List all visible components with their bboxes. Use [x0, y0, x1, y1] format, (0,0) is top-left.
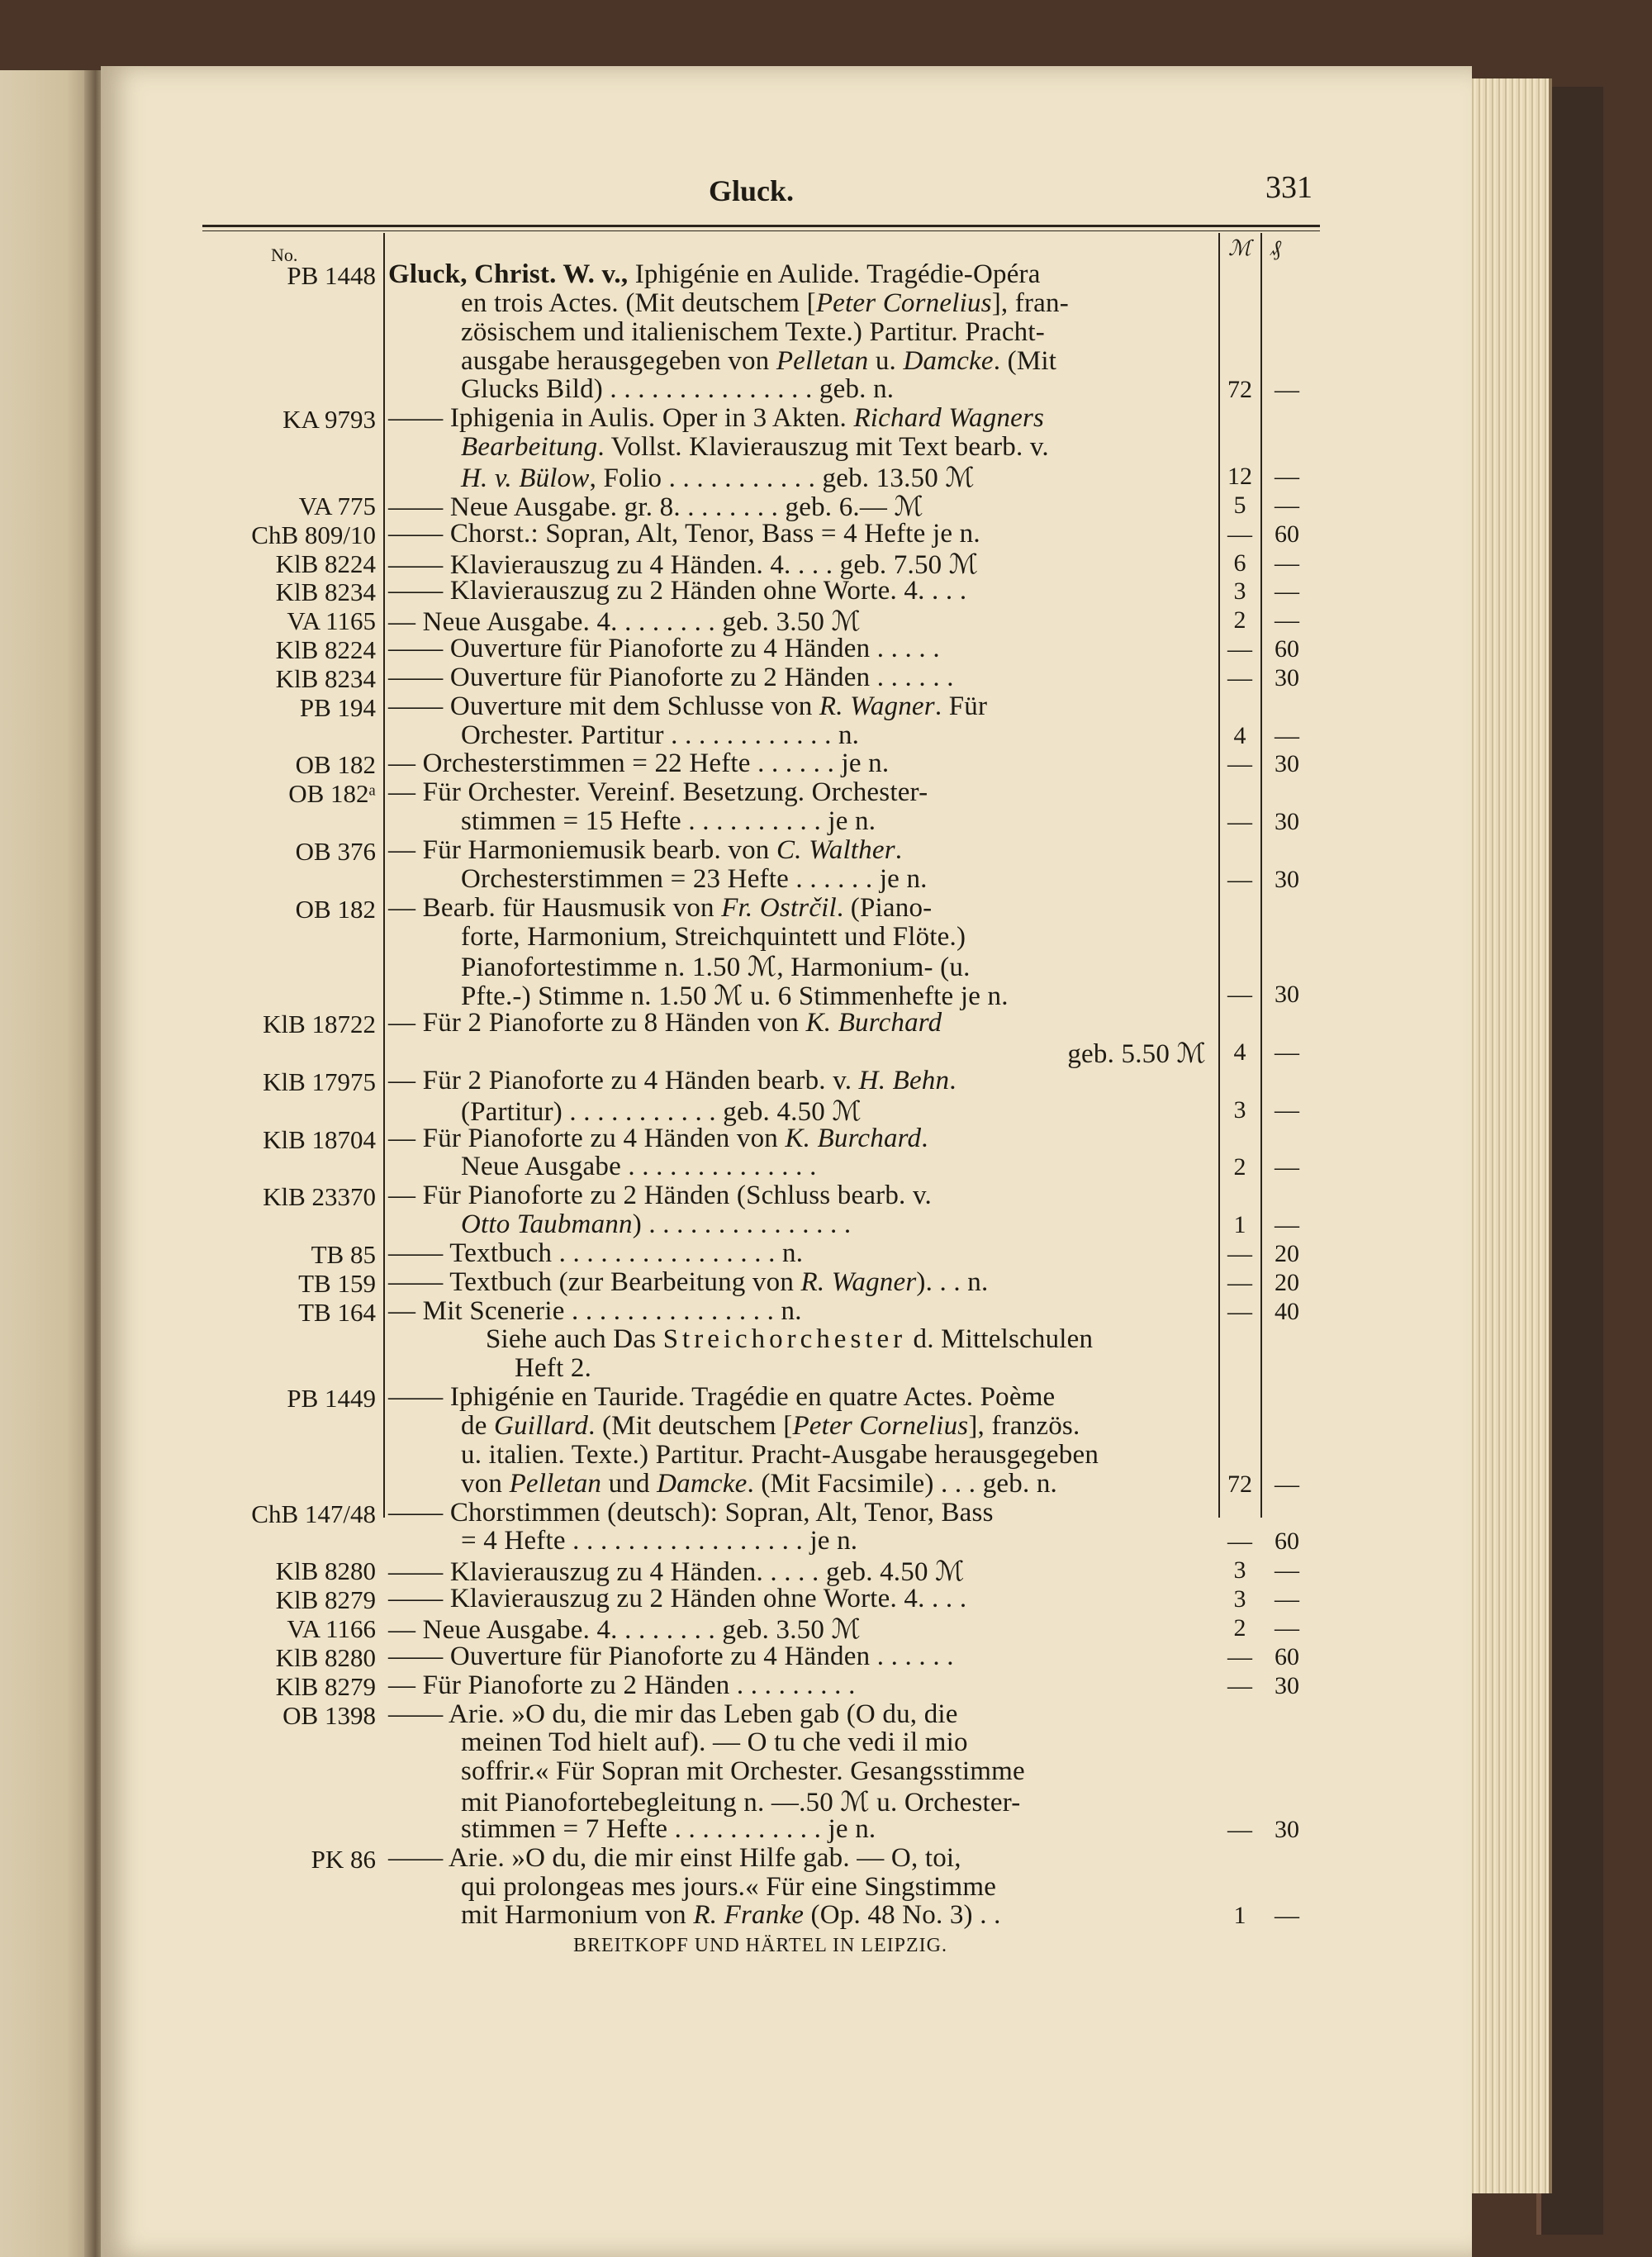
entry-text: (Op. 48 No. 3) . .	[804, 1900, 1001, 1931]
header-rule-bottom	[202, 230, 1320, 231]
entry-text: von	[461, 1468, 510, 1499]
entry-text: — Bearb. für Hausmusik von	[388, 892, 722, 923]
price-mark: 2	[1233, 606, 1246, 634]
catalog-number: PB 194	[299, 692, 376, 722]
entry-text: und	[601, 1468, 657, 1499]
column-header-pfennig: ₰	[1270, 236, 1281, 260]
price-pfennig: —	[1275, 721, 1299, 749]
price-pfennig: 30	[1275, 750, 1299, 778]
entry-text: Heft 2.	[515, 1353, 592, 1384]
entry-line	[388, 1670, 856, 1701]
entry-line	[388, 1124, 928, 1154]
catalog-number: KlB 18704	[263, 1124, 376, 1154]
italic-name: Guillard	[494, 1411, 589, 1441]
entry-line	[388, 519, 980, 549]
entry-text: ], französ.	[968, 1411, 1080, 1441]
price-pfennig: —	[1275, 376, 1299, 404]
entry-text: —— Ouverture mit dem Schlusse von	[388, 691, 819, 721]
catalog-number: OB 376	[295, 837, 376, 866]
entry-line	[461, 806, 876, 837]
entry-text: mit Harmonium von	[461, 1900, 694, 1931]
entry-text: ). . . n.	[916, 1266, 989, 1297]
price-mark: —	[1227, 1815, 1252, 1843]
price-pfennig: 60	[1275, 1528, 1299, 1556]
entry-text: — Mit Scenerie . . . . . . . . . . . . . . . n.	[388, 1295, 802, 1326]
catalog-number: PK 86	[311, 1844, 376, 1874]
price-pfennig: 30	[1275, 1815, 1299, 1843]
entry-line	[388, 1181, 932, 1211]
entry-text: geb. 5.50 ℳ	[1067, 1038, 1206, 1069]
entry-line	[461, 1469, 1057, 1499]
entry-text: forte, Harmonium, Streichquintett und Flöte.)	[461, 921, 966, 952]
entry-line	[388, 1498, 994, 1528]
header-rule-top	[202, 225, 1320, 227]
entry-text: —— Chorstimmen (deutsch): Sopran, Alt, Tenor, Bass	[388, 1497, 994, 1528]
catalog-number: KA 9793	[282, 405, 376, 435]
catalog-number: PB 1448	[287, 261, 376, 290]
entry-line	[461, 288, 1069, 319]
catalog-number: KlB 8279	[275, 1671, 376, 1701]
italic-name: Pelletan	[776, 345, 869, 376]
catalog-number: ChB 147/48	[251, 1499, 376, 1528]
entry-line	[461, 432, 1049, 463]
entry-line	[461, 1900, 1001, 1931]
column-header-mark: ℳ	[1228, 236, 1251, 260]
catalog-number: TB 159	[298, 1268, 376, 1298]
entry-text: — Neue Ausgabe. 4. . . . . . . . geb. 3.50 ℳ	[388, 607, 862, 638]
catalog-number: KlB 8280	[275, 1642, 376, 1672]
price-mark: 3	[1233, 1585, 1246, 1613]
price-mark: 3	[1233, 577, 1246, 606]
entry-line	[461, 1209, 851, 1240]
price-mark: 2	[1233, 1613, 1246, 1642]
price-mark: 5	[1233, 491, 1246, 519]
entry-text: Orchester. Partitur . . . . . . . . . . . . n.	[461, 720, 860, 750]
entry-text: — Für Pianoforte zu 4 Händen von	[388, 1123, 786, 1153]
entry-text: .	[895, 835, 903, 865]
italic-name: Otto Taubmann	[461, 1209, 633, 1240]
entry-line	[461, 1756, 1025, 1787]
entry-text: Siehe auch Das	[486, 1324, 663, 1355]
entry-text: —— Arie. »O du, die mir einst Hilfe gab. — O, toi,	[388, 1842, 961, 1873]
entry-text: Streichorchester	[662, 1324, 907, 1355]
entry-line	[461, 864, 928, 895]
price-mark: —	[1227, 1642, 1252, 1670]
entry-line	[461, 317, 1045, 348]
entry-text: —— Klavierauszug zu 4 Händen. 4. . . . geb. 7.50 ℳ	[388, 549, 979, 580]
entry-text: —— Arie. »O du, die mir das Leben gab (O du, die	[388, 1699, 958, 1729]
price-pfennig: —	[1275, 1211, 1299, 1239]
catalog-number: KlB 18722	[263, 1010, 376, 1039]
price-mark: —	[1227, 635, 1252, 663]
entry-line	[388, 777, 928, 808]
catalog-number: KlB 8234	[275, 577, 376, 607]
price-mark: 12	[1227, 462, 1252, 490]
catalog-number: KlB 23370	[263, 1182, 376, 1212]
italic-name: R. Franke	[693, 1900, 805, 1931]
entry-line	[388, 893, 932, 924]
italic-name: Richard Wagners	[853, 403, 1045, 434]
price-mark: —	[1227, 808, 1252, 836]
price-pfennig: 30	[1275, 808, 1299, 836]
composer-heading: Gluck, Christ. W. v.,	[388, 259, 629, 289]
price-mark: —	[1227, 1239, 1252, 1267]
italic-name: R. Wagner	[819, 691, 935, 721]
italic-name: H. v. Bülow	[461, 463, 590, 493]
price-pfennig: —	[1275, 1095, 1299, 1124]
entry-line	[461, 1814, 876, 1845]
price-mark: 4	[1233, 721, 1246, 749]
catalog-number: KlB 8224	[275, 635, 376, 665]
entry-text: — Für Pianoforte zu 2 Händen (Schluss bearb. v.	[388, 1181, 932, 1211]
price-pfennig: —	[1275, 1038, 1299, 1066]
italic-name: Damcke	[903, 345, 994, 376]
italic-name: K. Burchard	[805, 1008, 942, 1038]
price-mark: —	[1227, 1297, 1252, 1325]
italic-name: H. Behn	[858, 1065, 950, 1095]
catalog-number: KlB 8234	[275, 663, 376, 693]
entry-line	[461, 1727, 968, 1758]
price-mark: 3	[1233, 1095, 1246, 1124]
catalog-number: KlB 8280	[275, 1556, 376, 1586]
entry-line	[461, 720, 859, 751]
price-mark: 72	[1227, 376, 1252, 404]
entry-text: stimmen = 15 Hefte . . . . . . . . . . je n.	[461, 806, 876, 837]
catalog-number: OB 1398	[282, 1700, 376, 1730]
italic-name: Damcke	[657, 1468, 748, 1499]
price-mark: —	[1227, 1268, 1252, 1296]
catalog-number: TB 164	[298, 1297, 376, 1327]
price-pfennig: —	[1275, 606, 1299, 634]
entry-text: Orchesterstimmen = 23 Hefte . . . . . . je n.	[461, 863, 928, 894]
page-title: Gluck.	[709, 174, 795, 207]
column-header-no: No.	[271, 245, 298, 265]
italic-name: Peter Cornelius	[792, 1411, 969, 1441]
price-pfennig: —	[1275, 549, 1299, 577]
price-mark: 1	[1233, 1211, 1246, 1239]
entry-text: —— Iphigénie en Tauride. Tragédie en quatre Actes. Poème	[388, 1382, 1056, 1413]
entry-text: d. Mittelschulen	[906, 1324, 1094, 1355]
price-pfennig: 60	[1275, 635, 1299, 663]
entry-text: —— Textbuch . . . . . . . . . . . . . . . . n.	[388, 1238, 804, 1268]
price-pfennig: —	[1275, 1902, 1299, 1930]
entry-line	[461, 1872, 996, 1903]
pfennig-column-rule	[1260, 233, 1262, 1518]
entry-line	[461, 1152, 817, 1182]
price-mark: 1	[1233, 1902, 1246, 1930]
catalog-number: PB 1449	[287, 1384, 376, 1414]
italic-name: C. Walther	[776, 835, 895, 865]
entry-text: (Partitur) . . . . . . . . . . . geb. 4.50 ℳ	[461, 1096, 862, 1127]
entry-text: —— Textbuch (zur Bearbeitung von	[388, 1266, 801, 1297]
entry-line	[461, 1440, 1099, 1471]
price-pfennig: 30	[1275, 1671, 1299, 1699]
entry-line	[388, 1642, 954, 1672]
entry-line	[388, 403, 1044, 434]
entry-text: en trois Actes. (Mit deutschem [	[461, 287, 816, 318]
entry-line	[388, 1382, 1055, 1413]
entry-text: —— Klavierauszug zu 2 Händen ohne Worte. 4. . . .	[388, 576, 967, 606]
entry-line	[388, 1843, 961, 1874]
entry-text: . (Mit deutschem [	[588, 1411, 793, 1441]
entry-text: ausgabe herausgegeben von	[461, 345, 776, 376]
mark-column-rule	[1218, 233, 1220, 1518]
entry-line	[388, 1267, 988, 1298]
catalog-number: OB 182ᵃ	[288, 779, 376, 809]
entry-text: —— Klavierauszug zu 4 Händen. . . . . geb. 4.50 ℳ	[388, 1557, 965, 1588]
entry-text: . Vollst. Klavierauszug mit Text bearb. v.	[597, 432, 1049, 463]
entry-line	[515, 1353, 591, 1384]
entry-text: . (Mit Facsimile) . . . geb. n.	[747, 1468, 1058, 1499]
price-mark: 4	[1233, 1038, 1246, 1066]
italic-name: Peter Cornelius	[815, 287, 992, 318]
price-mark: —	[1227, 663, 1252, 691]
entry-text: Neue Ausgabe . . . . . . . . . . . . . .	[461, 1152, 817, 1182]
entry-text: ], fran-	[991, 287, 1069, 318]
entry-line	[388, 1008, 942, 1038]
catalog-number: VA 1166	[287, 1613, 376, 1643]
catalog-number: TB 85	[311, 1239, 376, 1269]
price-mark: —	[1227, 1671, 1252, 1699]
entry-line	[388, 691, 987, 722]
price-mark: 6	[1233, 549, 1246, 577]
entry-text: — Für Harmoniemusik bearb. von	[388, 835, 776, 865]
entry-line	[388, 1296, 802, 1327]
entry-text: —— Neue Ausgabe. gr. 8. . . . . . . . geb. 6.— ℳ	[388, 492, 923, 522]
price-mark: 2	[1233, 1153, 1246, 1181]
entry-line	[461, 1526, 857, 1556]
entry-line	[1067, 1037, 1206, 1070]
price-mark: —	[1227, 520, 1252, 548]
entry-text: ) . . . . . . . . . . . . . . .	[632, 1209, 852, 1240]
catalog-number: VA 1165	[287, 606, 376, 636]
catalog-number: VA 775	[298, 491, 376, 520]
number-column-rule	[383, 233, 385, 1518]
entry-text: — Für Orchester. Vereinf. Besetzung. Orchester-	[388, 777, 928, 808]
entry-text: — Neue Ausgabe. 4. . . . . . . . geb. 3.50 ℳ	[388, 1614, 862, 1645]
entry-text: u.	[868, 345, 904, 376]
price-pfennig: 60	[1275, 1642, 1299, 1670]
entry-text: qui prolongeas mes jours.« Für eine Singstimme	[461, 1871, 997, 1902]
page-number: 331	[1265, 170, 1313, 205]
entry-line	[461, 922, 966, 953]
entry-text: . (Mit	[993, 345, 1057, 376]
catalog-number: KlB 8224	[275, 549, 376, 578]
catalog-number: KlB 8279	[275, 1585, 376, 1615]
price-pfennig: 20	[1275, 1268, 1299, 1296]
price-pfennig: —	[1275, 1556, 1299, 1585]
entry-text: .	[921, 1123, 928, 1153]
entry-text: u. italien. Texte.) Partitur. Pracht-Ausgabe herausgegeben	[461, 1439, 1099, 1470]
entry-line	[388, 835, 902, 866]
price-pfennig: —	[1275, 1613, 1299, 1642]
price-pfennig: —	[1275, 491, 1299, 519]
catalog-number: OB 182	[295, 894, 376, 924]
catalog-number: ChB 809/10	[251, 520, 376, 549]
price-pfennig: 30	[1275, 865, 1299, 893]
entry-text: —— Ouverture für Pianoforte zu 2 Händen . . . . . .	[388, 662, 954, 692]
entry-line	[388, 634, 940, 664]
entry-text: zösischem und italienischem Texte.) Partitur. Pracht-	[461, 316, 1045, 347]
left-page-edge	[0, 70, 95, 2257]
entry-text: Pfte.-) Stimme n. 1.50 ℳ u. 6 Stimmenhefte je n.	[461, 981, 1009, 1012]
entry-text: Glucks Bild) . . . . . . . . . . . . . . . geb. n.	[461, 374, 895, 405]
entry-text: .	[949, 1065, 957, 1095]
entry-text: — Für 2 Pianoforte zu 4 Händen bearb. v.	[388, 1065, 859, 1095]
price-pfennig: —	[1275, 577, 1299, 606]
price-mark: —	[1227, 981, 1252, 1009]
entry-text: — Für Pianoforte zu 2 Händen . . . . . . . . .	[388, 1670, 856, 1700]
entry-line	[461, 346, 1056, 377]
publisher-footer: BREITKOPF UND HÄRTEL IN LEIPZIG.	[573, 1935, 947, 1956]
price-pfennig: —	[1275, 1153, 1299, 1181]
entry-line	[461, 374, 894, 405]
entry-text: mit Pianofortebegleitung n. —.50 ℳ u. Orchester-	[461, 1788, 1021, 1818]
price-pfennig: 40	[1275, 1297, 1299, 1325]
entry-text: , Folio . . . . . . . . . . . geb. 13.50 ℳ	[589, 463, 975, 493]
entry-text: —— Ouverture für Pianoforte zu 4 Händen . . . . .	[388, 634, 940, 664]
price-mark: —	[1227, 1528, 1252, 1556]
entry-line	[486, 1324, 1093, 1355]
entry-line	[388, 576, 966, 606]
entry-line	[388, 1238, 803, 1269]
italic-name: Fr. Ostrčil	[721, 892, 837, 923]
entry-text: = 4 Hefte . . . . . . . . . . . . . . . . . je n.	[461, 1526, 858, 1556]
price-pfennig: 60	[1275, 520, 1299, 548]
price-pfennig: —	[1275, 462, 1299, 490]
entry-text: — Orchesterstimmen = 22 Hefte . . . . . . je n.	[388, 748, 890, 779]
catalog-number: KlB 17975	[263, 1067, 376, 1096]
entry-text: —— Iphigenia in Aulis. Oper in 3 Akten.	[388, 403, 854, 434]
entry-line	[461, 1411, 1080, 1442]
entry-text: Pianofortestimme n. 1.50 ℳ, Harmonium- (u.	[461, 953, 971, 983]
entry-text: Iphigénie en Aulide. Tragédie-Opéra	[628, 259, 1041, 289]
price-mark: 72	[1227, 1470, 1252, 1498]
price-pfennig: —	[1275, 1470, 1299, 1498]
price-pfennig: 20	[1275, 1239, 1299, 1267]
entry-line	[388, 748, 889, 779]
italic-name: Bearbeitung	[461, 432, 598, 463]
entry-text: stimmen = 7 Hefte . . . . . . . . . . . je n.	[461, 1813, 876, 1844]
entry-text: . Für	[934, 691, 988, 721]
entry-text: — Für 2 Pianoforte zu 8 Händen von	[388, 1008, 806, 1038]
entry-line	[388, 1066, 957, 1096]
catalog-number: OB 182	[295, 750, 376, 780]
entry-text: meinen Tod hielt auf). — O tu che vedi il mio	[461, 1727, 968, 1758]
italic-name: K. Burchard	[785, 1123, 922, 1153]
price-pfennig: 30	[1275, 663, 1299, 691]
entry-line	[388, 663, 954, 693]
entry-text: —— Klavierauszug zu 2 Händen ohne Worte. 4. . . .	[388, 1584, 967, 1614]
entry-text: —— Ouverture für Pianoforte zu 4 Händen . . . . . .	[388, 1641, 954, 1671]
entry-line	[388, 1584, 966, 1614]
entry-line	[388, 1699, 958, 1730]
price-pfennig: 30	[1275, 981, 1299, 1009]
entry-line	[388, 259, 1041, 290]
entry-text: soffrir.« Für Sopran mit Orchester. Gesangsstimme	[461, 1756, 1025, 1787]
price-pfennig: —	[1275, 1585, 1299, 1613]
price-mark: 3	[1233, 1556, 1246, 1585]
price-mark: —	[1227, 750, 1252, 778]
price-mark: —	[1227, 865, 1252, 893]
italic-name: Pelletan	[509, 1468, 602, 1499]
entry-text: . (Piano-	[836, 892, 933, 923]
entry-text: —— Chorst.: Sopran, Alt, Tenor, Bass = 4 Hefte je n.	[388, 518, 980, 549]
entry-text: de	[461, 1411, 494, 1441]
italic-name: R. Wagner	[800, 1266, 917, 1297]
